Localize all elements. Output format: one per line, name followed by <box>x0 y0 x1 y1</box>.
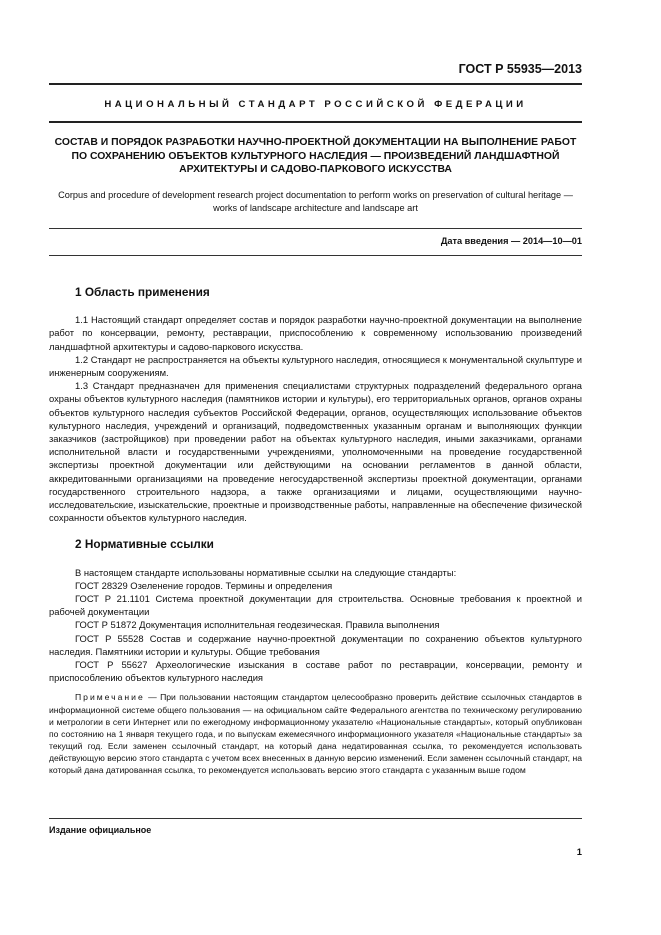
date-rule <box>49 255 582 256</box>
note <box>49 691 582 776</box>
reference-item: ГОСТ Р 55528 Состав и содержание научно-проектной документации по сохранению объектов культурного наследия. Памятники истории и культуры. Общие требования <box>49 632 582 657</box>
national-standard-banner: НАЦИОНАЛЬНЫЙ СТАНДАРТ РОССИЙСКОЙ ФЕДЕРАЦИИ <box>104 99 527 110</box>
title-russian: СОСТАВ И ПОРЯДОК РАЗРАБОТКИ НАУЧНО-ПРОЕКТНОЙ ДОКУМЕНТАЦИИ НА ВЫПОЛНЕНИЕ РАБОТ ПО СОХРАНЕНИЮ ОБЪЕКТОВ КУЛЬТУРНОГО НАСЛЕДИЯ — ПРОИЗВЕДЕНИЙ ЛАНДШАФТНОЙ АРХИТЕКТУРЫ И САДОВО-ПАРКОВОГО ИСКУССТВА <box>54 137 577 175</box>
note-text: — При пользовании настоящим стандартом целесообразно проверить действие ссылочных стандартов в информационной системе общего пользования — на официальном сайте Федерального агентства по техническому регулированию и метрологии в сети Интернет или по ежегодному информационному указателю «Национальные стандарты», который опубликован по состоянию на 1 января текущего года, и по выпускам ежемесячного информационного указателя «Национальные стандарты» за текущий год. Если заменен ссылочный стандарт, на который дана недатированная ссылка, то рекомендуется использовать действующую версию этого стандарта с учетом всех внесенных в данную версию изменений. Если заменен ссылочный стандарт, на который дана датированная ссылка, то рекомендуется использовать версию этого стандарта с указанным выше годом <box>49 692 582 776</box>
references-intro: В настоящем стандарте использованы нормативные ссылки на следующие стандарты: <box>75 566 457 578</box>
paragraph-1-1: 1.1 Настоящий стандарт определяет состав и порядок разработки научно-проектной документации на выполнение работ по консервации, ремонту, реставрации, приспособлению к современному использованию произведений ландшафтной архитектуры и садово-паркового искусства. <box>49 314 582 352</box>
reference-item: ГОСТ Р 51872 Документация исполнительная геодезическая. Правила выполнения <box>75 619 440 631</box>
official-edition-label: Издание официальное <box>49 825 152 835</box>
date-of-introduction: Дата введения — 2014—10—01 <box>440 236 582 246</box>
page-number: 1 <box>576 846 582 857</box>
title-rule <box>49 228 582 229</box>
title-english: Corpus and procedure of development research project documentation to perform works on preservation of cultural heritage — works of landscape architecture and landscape art <box>58 190 573 213</box>
reference-item: ГОСТ 28329 Озеленение городов. Термины и определения <box>75 579 333 591</box>
note-label: Примечание <box>75 692 145 703</box>
gost-number: ГОСТ Р 55935—2013 <box>458 62 582 76</box>
document-body <box>49 286 582 785</box>
banner-rule <box>49 121 582 123</box>
section-1-heading: 1 Область применения <box>75 285 210 299</box>
reference-item: ГОСТ Р 21.1101 Система проектной документации для строительства. Основные требования к проектной и рабочей документации <box>49 593 582 618</box>
header-rule <box>49 83 582 85</box>
paragraph-1-2: 1.2 Стандарт не распространяется на объекты культурного наследия, относящиеся к монументальной скульптуре и инженерным сооружениям. <box>49 353 582 379</box>
section-2-heading: 2 Нормативные ссылки <box>75 537 214 552</box>
footer-rule <box>49 818 582 819</box>
reference-item: ГОСТ Р 55627 Археологические изыскания в составе работ по реставрации, консервации, ремонту и приспособлению объектов культурного наследия <box>49 659 582 684</box>
paragraph-1-3: 1.3 Стандарт предназначен для применения специалистами структурных подразделений федерального органа охраны объектов культурного наследия (памятников истории и культуры), его территориальных органов, органов охраны объектов культурного наследия субъектов Российской Федерации, органов, осуществляющих использование объектов культурного наследия, учреждений и организаций, подведомственных указанным органам и выполняющих функции заказчиков (застройщиков) при проведении работ на объектах культурного наследия, иными заказчиками, органами исполнительной власти и государственными учреждениями, уполномоченными на проведение государственной экспертизы проектной документации или действующими на основании регламентов в данной области, аккредитованными организациями на проведение негосударственной экспертизы проектной документации, органами государственного строительного надзора, а также организациями и лицами, осуществляющими научно-исследовательские, изыскательские, проектные и производственные работы, направленные на обеспечение физической сохранности объектов культурного наследия. <box>49 380 582 524</box>
